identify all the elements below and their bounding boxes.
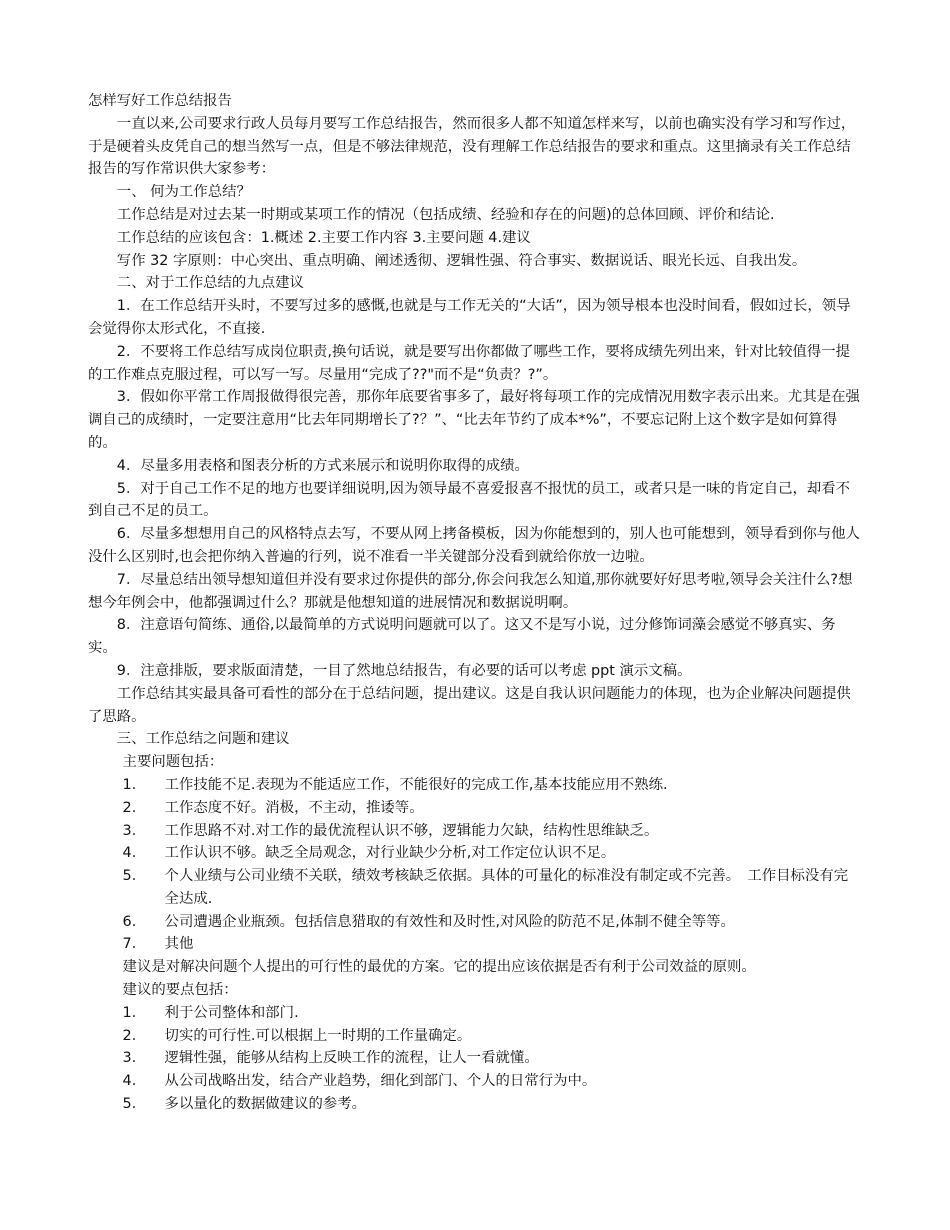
problems-list: [88, 774, 862, 956]
item-text: 工作态度不好。消极，不主动，推诿等。: [164, 799, 424, 816]
item-text: 利于公司整体和部门.: [164, 1004, 299, 1021]
item-number: 4．: [122, 1073, 147, 1090]
suggestion-item: 5．对于自己工作不足的地方也要详细说明,因为领导最不喜爱报喜不报忧的员工，或者只是一味的肯定自己，却看不到自己不足的员工。: [88, 480, 851, 520]
item-number: 7．: [122, 936, 147, 953]
item-number: 2．: [122, 1027, 147, 1044]
suggestion-item: 7．尽量总结出领导想知道但并没有要求过你提供的部分,你会问我怎么知道,那你就要好好思考啦,领导会关注什么?想想今年例会中，他都强调过什么？那就是他想知道的进展情况和数据说明啊。: [88, 571, 853, 611]
suggestion-item: 1．在工作总结开头时，不要写过多的感慨,也就是与工作无关的“大话”，因为领导根本也没时间看，假如过长，领导会觉得你太形式化，不直接.: [88, 298, 851, 337]
problem-item: [88, 820, 862, 843]
advice-item: [88, 1070, 862, 1093]
item-text: 从公司战略出发，结合产业趋势，细化到部门、个人的日常行为中。: [164, 1073, 597, 1090]
problem-item: [88, 911, 862, 934]
suggestion-item: 4．尽量多用表格和图表分析的方式来展示和说明你取得的成绩。: [116, 457, 529, 474]
suggestion-item: 2．不要将工作总结写成岗位职责,换句话说，就是要写出你都做了哪些工作，要将成绩先列出来，针对比较值得一提的工作难点克服过程，可以写一写。尽量用“完成了??"而不是“负责？?”。: [88, 343, 851, 383]
intro-paragraph: 一直以来,公司要求行政人员每月要写工作总结报告，然而很多人都不知道怎样来写，以前也确实没有学习和写作过，于是硬着头皮凭自己的想当然写一点，但是不够法律规范，没有理解工作总结报告的要求和重点。这里摘录有关工作总结报告的写作常识供大家参考：: [88, 115, 856, 178]
section-1-heading: 一、 何为工作总结？: [116, 184, 251, 201]
section-1-paragraph: 工作总结是对过去某一时期或某项工作的情况（包括成绩、经验和存在的问题)的总体回顾、评价和结论.: [116, 206, 775, 223]
item-text: 个人业绩与公司业绩不关联，绩效考核缺乏依据。具体的可量化的标准没有制定或不完善。 工作目标没有完全达成.: [164, 868, 849, 907]
item-text: 公司遭遇企业瓶颈。包括信息猎取的有效性和及时性,对风险的防范不足,体制不健全等等。: [164, 913, 735, 930]
section-1-paragraph: 工作总结的应该包含：1.概述 2.主要工作内容 3.主要问题 4.建议: [116, 229, 531, 246]
item-text: 逻辑性强，能够从结构上反映工作的流程，让人一看就懂。: [164, 1050, 539, 1067]
advice-item: [88, 1093, 862, 1116]
advice-label: 建议的要点包括：: [122, 982, 238, 999]
problem-item: [88, 797, 862, 820]
suggestion-item: 9．注意排版，要求版面清楚，一目了然地总结报告，有必要的话可以考虑 ppt 演示文稿。: [116, 662, 692, 679]
item-text: 切实的可行性.可以根据上一时期的工作量确定。: [164, 1027, 472, 1044]
item-number: 1．: [122, 1004, 147, 1021]
item-number: 5．: [122, 1096, 147, 1113]
item-text: 其他: [164, 936, 194, 953]
item-number: 1．: [122, 776, 147, 793]
suggestion-item: 6．尽量多想想用自己的风格特点去写，不要从网上拷备模板，因为你能想到的，别人也可能想到，领导看到你与他人没什么区别时,也会把你纳入普遍的行列，说不准看一半关键部分没看到就给你放一边啦。: [88, 526, 860, 565]
item-number: 3．: [122, 1050, 147, 1067]
document-title: 怎样写好工作总结报告: [88, 93, 232, 109]
item-text: 工作思路不对.对工作的最优流程认识不够，逻辑能力欠缺，结构性思维缺乏。: [164, 822, 659, 839]
item-text: 多以量化的数据做建议的参考。: [164, 1096, 367, 1113]
item-number: 3．: [122, 822, 147, 839]
problem-item: [88, 865, 862, 911]
problem-item: [88, 842, 862, 865]
item-number: 2．: [122, 799, 147, 816]
item-number: 6．: [122, 913, 147, 930]
advice-item: [88, 1047, 862, 1070]
suggestion-item: 8．注意语句简练、通俗,以最简单的方式说明问题就可以了。这又不是写小说，过分修饰词藻会感觉不够真实、务实。: [88, 617, 836, 657]
advice-definition: 建议是对解决问题个人提出的可行性的最优的方案。它的提出应该依据是否有利于公司效益的原则。: [122, 959, 756, 976]
item-text: 工作技能不足.表现为不能适应工作，不能很好的完成工作,基本技能应用不熟练.: [164, 776, 668, 793]
section-1-paragraph: 写作 32 字原则：中心突出、重点明确、阐述透彻、逻辑性强、符合事实、数据说话、眼光长远、自我出发。: [116, 252, 807, 269]
section-3-heading: 三、工作总结之问题和建议: [116, 731, 290, 748]
problem-item: [88, 774, 862, 797]
item-number: 4．: [122, 845, 147, 862]
suggestion-item: 3．假如你平常工作周报做得很完善，那你年底要省事多了，最好将每项工作的完成情况用数字表示出来。尤其是在强调自己的成绩时，一定要注意用“比去年同期增长了?？”、“比去年节约了成本*%”，不要忘记附上这个数字是如何算得的。: [88, 389, 860, 451]
section-2-heading: 二、对于工作总结的九点建议: [116, 275, 304, 292]
section-2-closing: 工作总结其实最具备可看性的部分在于总结问题，提出建议。这是自我认识问题能力的体现，也为企业解决问题提供了思路。: [88, 685, 851, 725]
advice-item: [88, 1025, 862, 1048]
problem-item: [88, 933, 862, 956]
problems-label: 主要问题包括：: [122, 754, 224, 771]
item-text: 工作认识不够。缺乏全局观念，对行业缺少分析,对工作定位认识不足。: [164, 845, 616, 862]
item-number: 5．: [122, 868, 147, 885]
advice-item: [88, 1002, 862, 1025]
advice-list: [88, 1002, 862, 1116]
